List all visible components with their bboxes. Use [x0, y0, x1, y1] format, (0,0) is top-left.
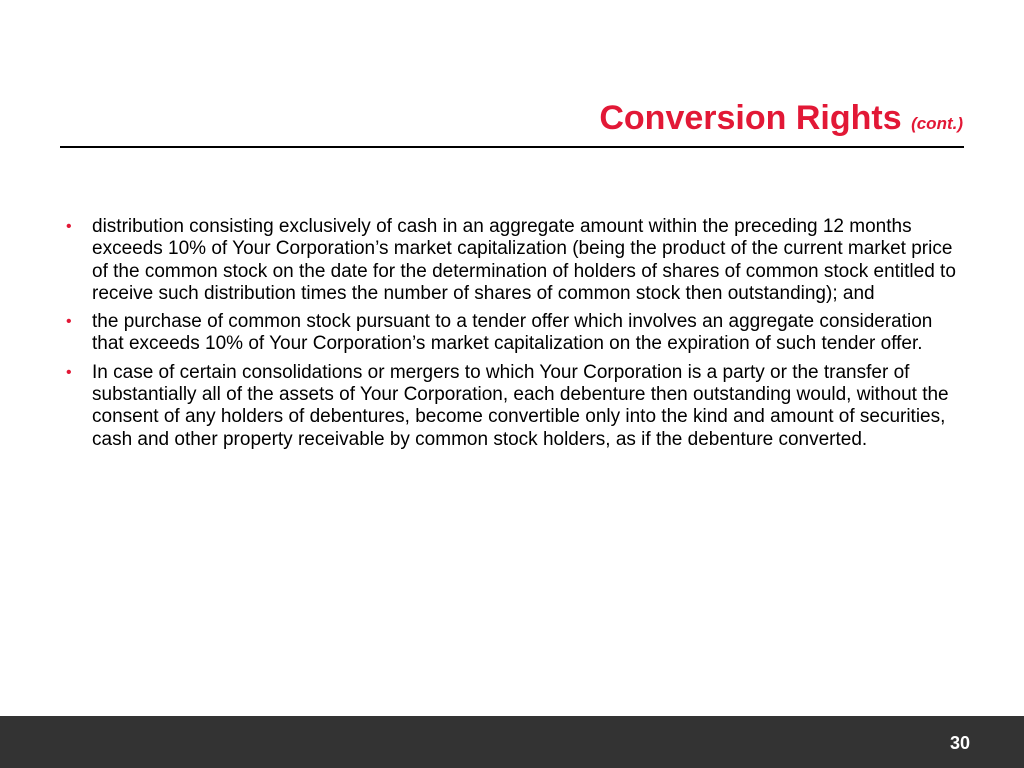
title-divider [60, 146, 964, 148]
bullet-item-cash-distribution [66, 216, 966, 305]
bullet-text: In case of certain consolidations or mergers to which Your Corporation is a party or the transfer of substantially all of the assets of Your Corporation, each debenture then outstanding would, without the consent of any holders of debentures, become convertible only into the kind and amount of securities, cash and other property receivable by common stock holders, as if the debenture converted. [92, 361, 949, 450]
slide-title-suffix: (cont.) [911, 114, 963, 133]
bullet-marker-icon: • [66, 313, 72, 331]
page-number: 30 [949, 733, 970, 753]
slide-title-text: Conversion Rights [599, 99, 902, 137]
bullet-text: the purchase of common stock pursuant to a tender offer which involves an aggregate consideration that exceeds 10% of Your Corporation’s market capitalization on the expiration of such tender offer. [92, 311, 933, 355]
bullet-item-tender-offer [66, 311, 966, 356]
bullet-marker-icon: • [66, 363, 72, 381]
slide-title [599, 98, 963, 144]
bullet-list [66, 216, 966, 457]
bullet-text: distribution consisting exclusively of cash in an aggregate amount within the preceding 12 months exceeds 10% of Your Corporation’s market capitalization (being the product of the current market price of the common stock on the date for the determination of holders of shares of common stock entitled to receive such distribution times the number of shares of common stock then outstanding); and [92, 216, 956, 304]
footer-bar [0, 716, 1024, 768]
bullet-marker-icon: • [66, 218, 72, 235]
bullet-item-mergers [66, 362, 966, 451]
